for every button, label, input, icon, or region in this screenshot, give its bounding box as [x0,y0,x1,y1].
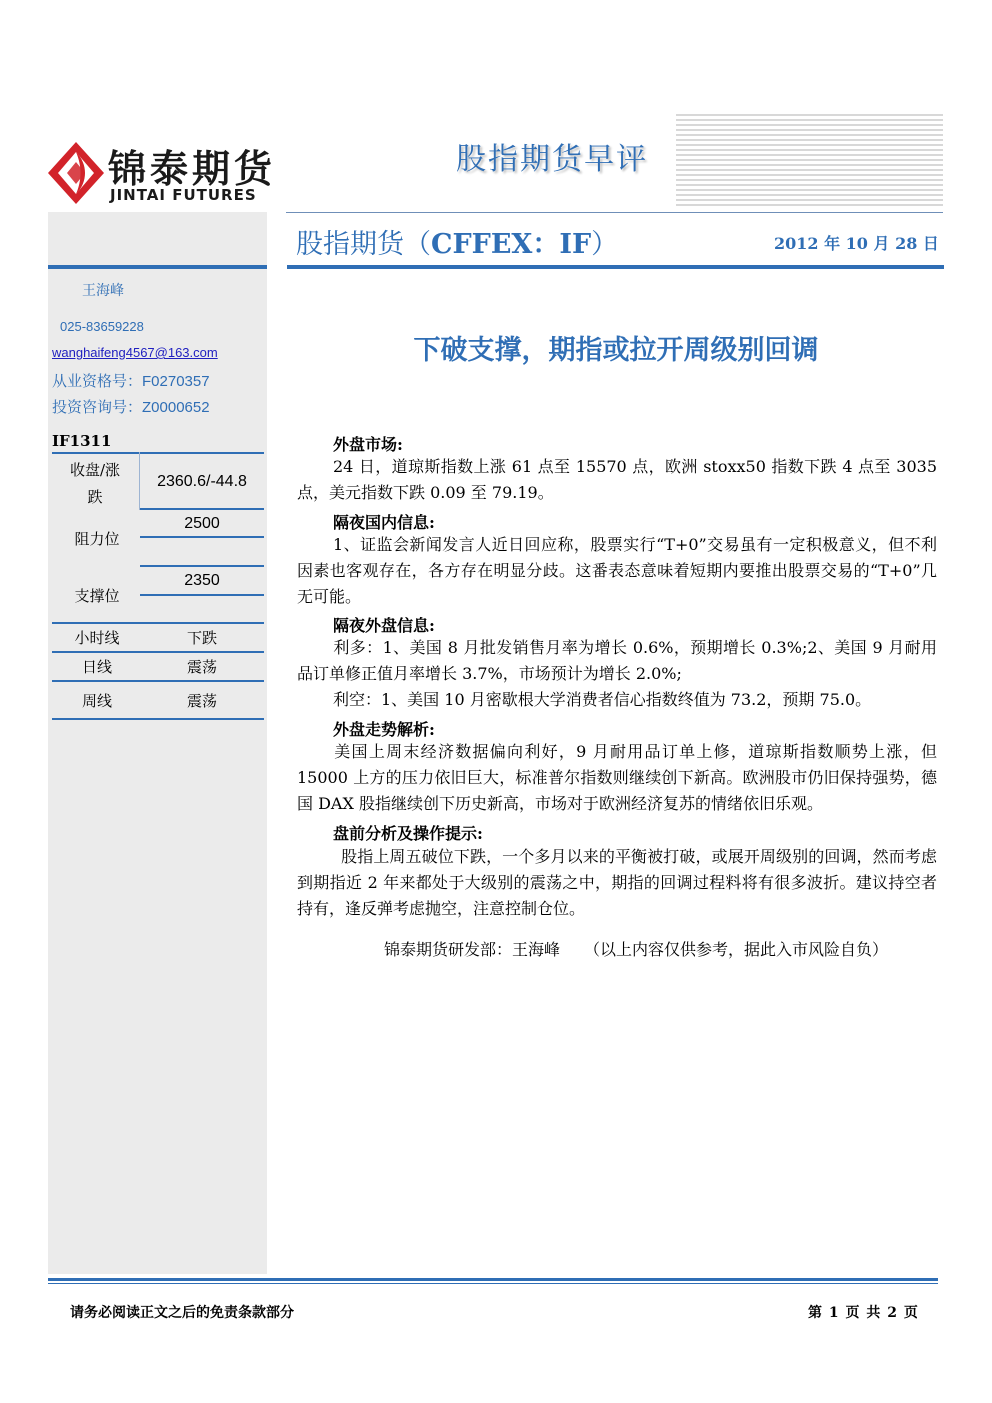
qualification-number: 从业资格号：F0270357 [52,373,210,390]
section-title-pre-market-tips: 盘前分析及操作提示: [333,824,483,843]
footer-disclaimer-note: 请务必阅读正文之后的免责条款部分 [70,1305,294,1321]
table-rule [140,594,264,596]
table-rule [52,651,264,653]
sub-title-suffix: ） [591,229,619,260]
table-rule [140,536,264,538]
page-number: 第 1 页 共 2 页 [808,1305,919,1321]
paragraph [297,739,937,817]
header-stripes [676,114,943,206]
row-value-close: 2360.6/-44.8 [157,473,247,490]
paragraph-text: 1、证监会新闻发言人近日回应称，股票实行“T+0”交易虽有一定积极意义，但不利因素也客观存在，各方存在明显分歧。这番表态意味着短期内要推出股票交易的“T+0”几无可能。 [297,535,937,606]
article-headline: 下破支撑，期指或拉开周级别回调 [413,335,819,366]
row-label-resistance: 阻力位 [74,530,120,548]
footer-rule-thin [48,1283,938,1284]
sub-title-code: CFFEX：IF [431,229,592,260]
paragraph-text: 股指上周五破位下跌，一个多月以来的平衡被打破，或展开周级别的回调，然而考虑到期指近 2 年来都处于大级别的震荡之中，期指的回调过程料将有很多波折。建议持空者持有，逢反弹考虑抛空，注意控制仓位。 [297,847,937,918]
logo-chinese-name: 锦泰期货 [108,147,277,191]
analyst-name: 王海峰 [82,282,124,298]
paragraph [297,844,937,922]
section-title-overseas-market: 外盘市场: [333,435,403,454]
header-divider [286,212,943,213]
footer-rule [48,1278,938,1281]
logo-english-name: JINTAI FUTURES [110,186,257,204]
row-label-weekly: 周线 [81,692,112,710]
row-value-daily: 震荡 [186,658,217,676]
sub-title [296,222,618,261]
table-rule [140,508,264,510]
row-value-resistance: 2500 [184,515,220,532]
row-value-support: 2350 [184,572,220,589]
analyst-email-link[interactable]: wanghaifeng4567@163.com [52,345,218,360]
row-label-close-a: 收盘/涨 [69,461,121,479]
table-rule [52,622,264,624]
paragraph-text: 美国上周末经济数据偏向利好，9 月耐用品订单上修，道琼斯指数顺势上涨，但 15000 上方的压力依旧巨大，标准普尔指数则继续创下新高。欧洲股市仍旧保持强势，德国 DAX 股指继续创下历史新高，市场对于欧洲经济复苏的情绪依旧乐观。 [297,742,937,813]
section-title-overseas-news: 隔夜外盘信息: [333,616,435,635]
paragraph [297,532,937,610]
row-label-support: 支撑位 [74,587,120,605]
paragraph-text: 利空：1、美国 10 月密歇根大学消费者信心指数终值为 73.2，预期 75.0。 [333,690,872,709]
paragraph [297,687,937,713]
row-label-close-b: 跌 [87,488,103,506]
table-rule [140,565,264,567]
analyst-phone: 025-83659228 [60,319,144,334]
sidebar-top-rule [48,265,267,269]
report-title: 股指期货早评 [456,142,648,177]
row-value-hourly: 下跌 [186,629,217,647]
company-logo-icon [48,142,104,204]
section-title-domestic-news: 隔夜国内信息: [333,513,435,532]
section-title-trend-analysis: 外盘走势解析: [333,720,435,739]
row-label-daily: 日线 [81,658,112,676]
signature-disclaimer: 锦泰期货研发部：王海峰 （以上内容仅供参考，据此入市风险自负） [384,940,889,959]
paragraph [297,454,937,506]
paragraph [297,635,937,687]
sub-title-prefix: 股指期货（ [296,229,431,260]
table-rule [52,452,264,454]
main-top-rule [287,265,944,269]
report-date: 2012 年 10 月 28 日 [774,234,939,253]
paragraph-text: 24 日，道琼斯指数上涨 61 点至 15570 点，欧洲 stoxx50 指数下跌 4 点至 3035 点，美元指数下跌 0.09 至 79.19。 [297,457,937,502]
table-rule [52,680,264,682]
paragraph-text: 利多：1、美国 8 月批发销售月率为增长 0.6%，预期增长 0.3%;2、美国 9 月耐用品订单修正值月率增长 3.7%，市场预计为增长 2.0%; [297,638,937,683]
row-value-weekly: 震荡 [186,692,217,710]
contract-code: IF1311 [52,432,112,450]
table-rule [52,718,264,720]
row-label-hourly: 小时线 [74,629,120,647]
advisory-number: 投资咨询号：Z0000652 [52,399,210,416]
